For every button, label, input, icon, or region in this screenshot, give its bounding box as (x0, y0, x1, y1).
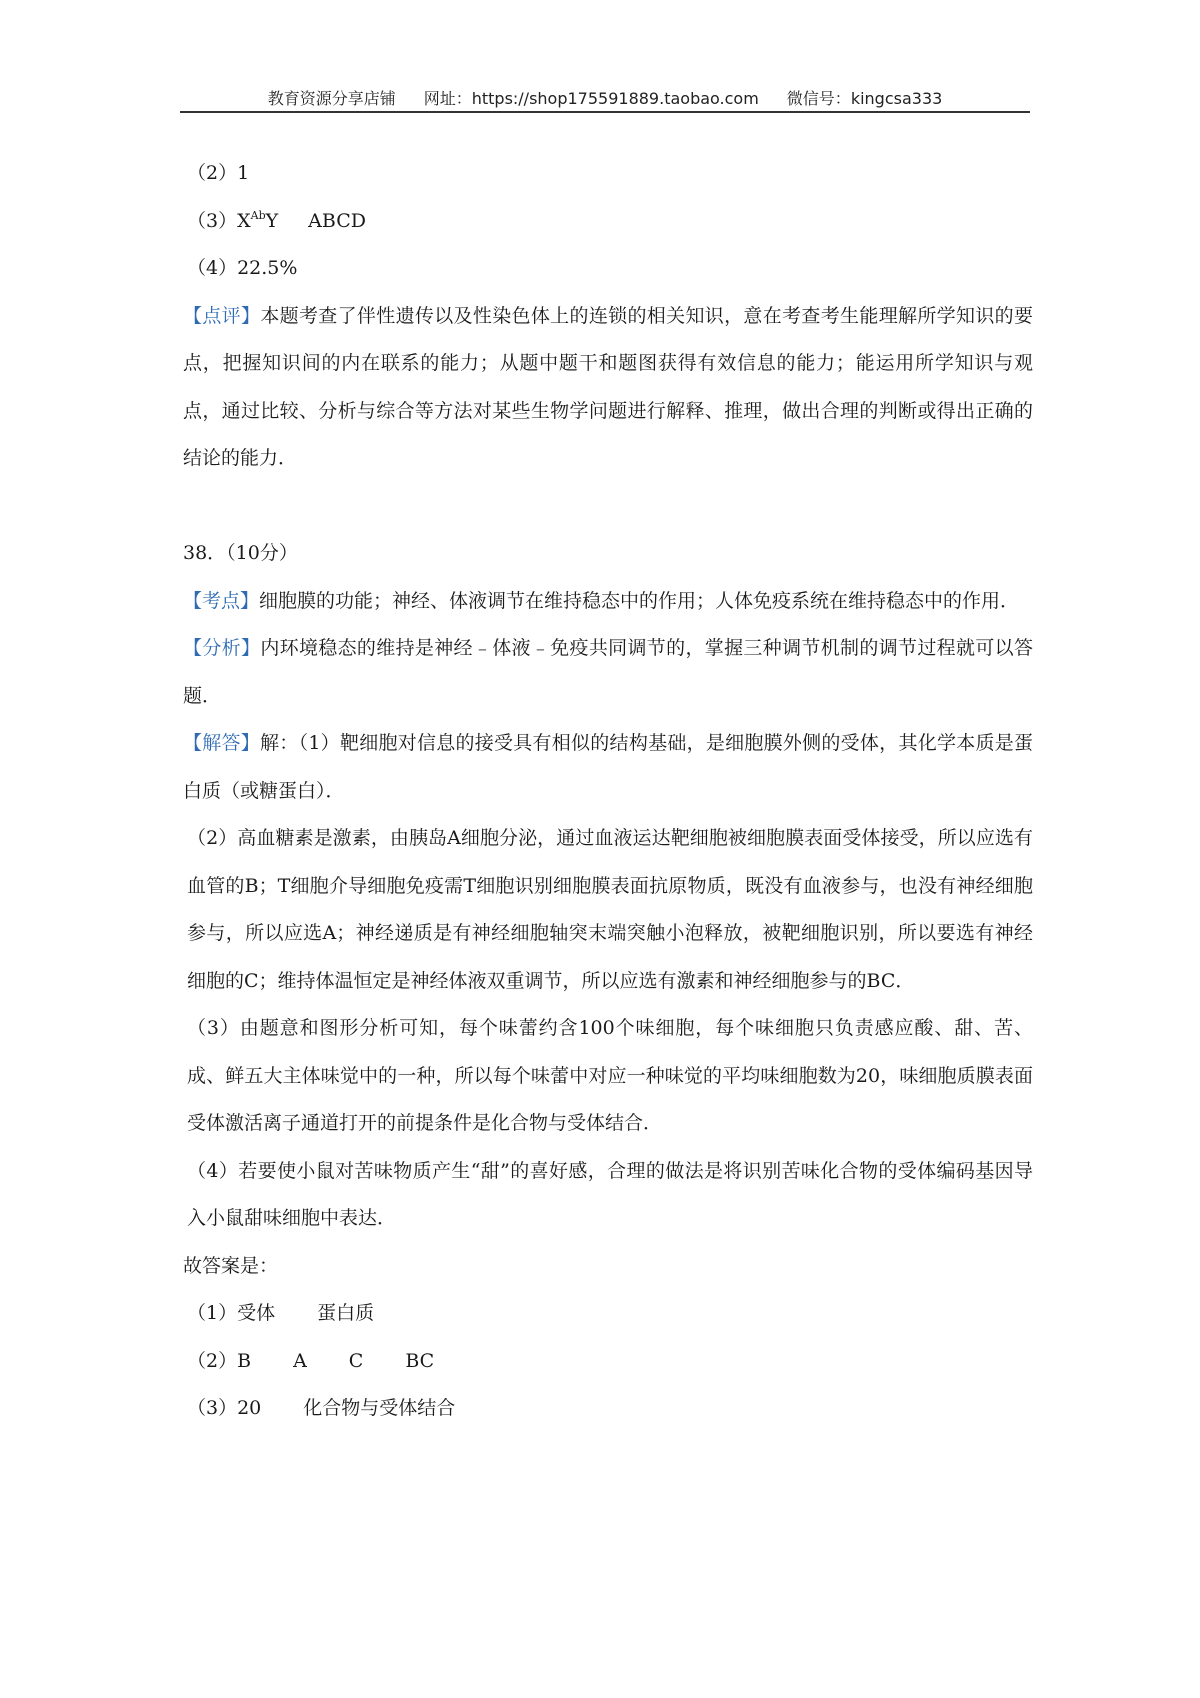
answer-2-label: （2）B (187, 1349, 252, 1372)
page-header (180, 86, 1030, 109)
jieda-paragraph-2: （2）高血糖素是激素，由胰岛A细胞分泌，通过血液运达靶细胞被细胞膜表面受体接受，所以应选有血管的B；T细胞介导细胞免疫需T细胞识别细胞膜表面抗原物质，既没有血液参与，也没有神经细胞参与，所以应选A；神经递质是有神经细胞轴突末端突触小泡释放，被靶细胞识别，所以要选有神经细胞的C；维持体温恒定是神经体液双重调节，所以应选有激素和神经细胞参与的BC． (187, 827, 1033, 992)
review-paragraph (183, 293, 1033, 483)
answer-2 (183, 1338, 1033, 1386)
answer-3-label: （3）20 (187, 1397, 262, 1419)
fenxi-text: 内环境稳态的维持是神经﹣体液﹣免疫共同调节的，掌握三种调节机制的调节过程就可以答题． (183, 637, 1033, 707)
prev-answer-3-choices: ABCD (308, 209, 366, 232)
jieda-paragraph-4: （4）若要使小鼠对苦味物质产生“甜”的喜好感，合理的做法是将识别苦味化合物的受体编码基因导入小鼠甜味细胞中表达． (187, 1159, 1033, 1229)
answer-intro: 故答案是： (183, 1254, 279, 1277)
jieda-tag: 【解答】 (183, 732, 261, 754)
header-wechat-label: 微信号： (786, 89, 851, 108)
answer-3-b: 化合物与受体结合 (303, 1397, 456, 1419)
prev-answer-2: （2）1 (187, 162, 250, 184)
header-url-label: 网址： (423, 89, 472, 108)
header-shop-name: 教育资源分享店铺 (267, 89, 396, 108)
prev-answer-3-label: （3）X (187, 209, 251, 232)
review-tag: 【点评】 (183, 304, 261, 327)
answer-2-c: C (348, 1349, 364, 1372)
answer-1-b: 蛋白质 (317, 1302, 375, 1324)
fenxi-tag: 【分析】 (183, 637, 261, 659)
header-url[interactable]: https://shop175591889.taobao.com (471, 89, 759, 108)
answer-1-label: （1）受体 (187, 1302, 276, 1324)
jieda-paragraph-3: （3）由题意和图形分析可知，每个味蕾约含100个味细胞，每个味细胞只负责感应酸、甜、苦、成、鲜五大主体味觉中的一种，所以每个味蕾中对应一种味觉的平均味细胞数为20，味细胞质膜表面受体激活离子通道打开的前提条件是化合物与受体结合． (187, 1017, 1033, 1134)
prev-answer-3-y: Y (265, 209, 279, 232)
header-wechat: kingcsa333 (850, 89, 943, 108)
kaodian-tag: 【考点】 (183, 589, 260, 612)
answer-3 (183, 1385, 1033, 1433)
header-rule (180, 111, 1030, 113)
jieda-text-1: 解：（1）靶细胞对信息的接受具有相似的结构基础，是细胞膜外侧的受体，其化学本质是蛋白质（或糖蛋白）． (183, 732, 1033, 802)
kaodian-paragraph (183, 578, 1033, 626)
fenxi-paragraph (183, 625, 1033, 720)
answer-2-b: A (293, 1349, 307, 1372)
prev-answer-3-superscript: Ab (250, 208, 266, 222)
kaodian-text: 细胞膜的功能；神经、体液调节在维持稳态中的作用；人体免疫系统在维持稳态中的作用． (259, 589, 1020, 612)
review-text: 本题考查了伴性遗传以及性染色体上的连锁的相关知识，意在考查考生能理解所学知识的要点，把握知识间的内在联系的能力；从题中题干和题图获得有效信息的能力；能运用所学知识与观点，通过比较、分析与综合等方法对某些生物学问题进行解释、推理，做出合理的判断或得出正确的结论的能力． (183, 304, 1033, 469)
prev-answer-4: （4）22.5% (187, 257, 298, 279)
answer-2-d: BC (405, 1349, 435, 1372)
jieda-paragraph-1 (183, 720, 1033, 815)
document-body (183, 150, 1033, 1433)
question-38-title: 38．（10分） (183, 542, 298, 564)
answer-1 (183, 1290, 1033, 1338)
prev-answer-3 (183, 198, 1033, 246)
spacer (183, 483, 1033, 531)
